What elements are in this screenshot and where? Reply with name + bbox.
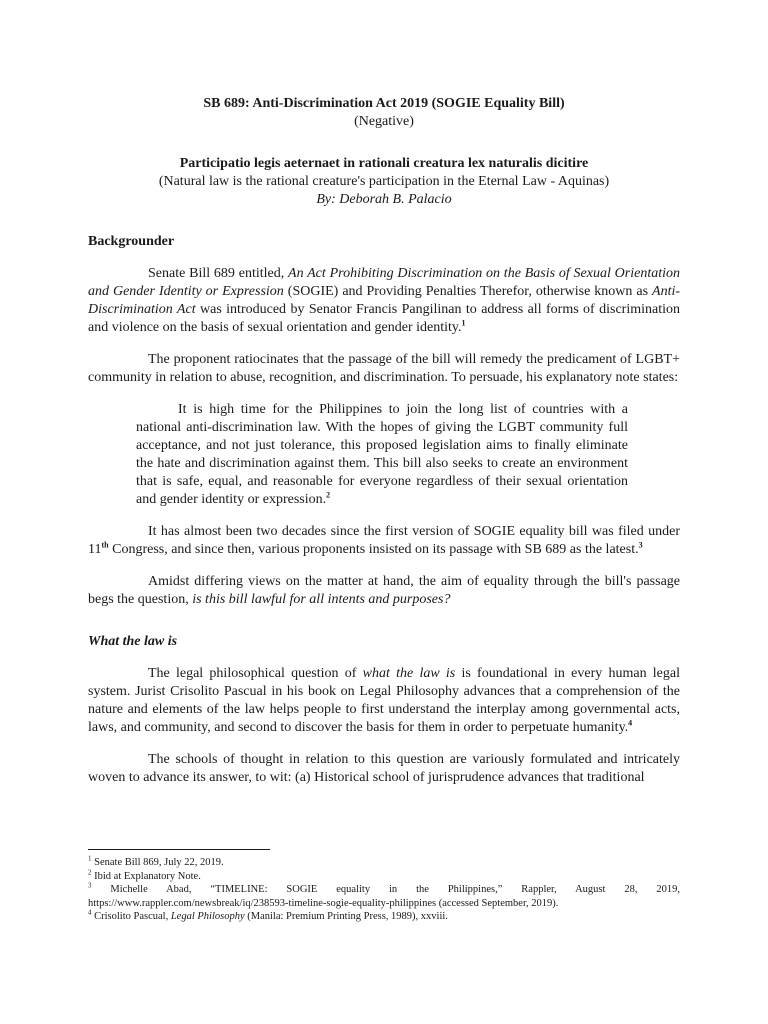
backgrounder-paragraph-2: The proponent ratiocinates that the passage of the bill will remedy the predicament of LGBT+ community in relation to abuse, recognition, and discrimination. To persuade, his explanatory note states:	[88, 352, 680, 385]
explanatory-note-quote	[136, 401, 628, 509]
footnote-divider	[88, 849, 270, 850]
text-run: Congress, and since then, various proponents insisted on its passage with SB 689 as the latest.	[108, 542, 639, 557]
footnote-ref-4: 4	[628, 718, 633, 728]
footnote-number: 2	[88, 868, 92, 876]
latin-maxim: Participatio legis aeternaet in rationali creatura lex naturalis dicitire	[179, 156, 589, 171]
document-subtitle: (Negative)	[354, 114, 414, 129]
footnote-ref-2: 2	[326, 490, 331, 500]
backgrounder-paragraph-3	[88, 523, 680, 559]
text-run: was introduced by Senator Francis Pangilinan to address all forms of discrimination and violence on the basis of sexual orientation and gender identity.	[88, 302, 680, 335]
footnote-ref-3: 3	[638, 540, 643, 550]
text-run: (SOGIE) and Providing Penalties Therefor, otherwise known as	[283, 284, 653, 299]
footnote-number: 4	[88, 908, 92, 917]
text-run: It has almost been two decades since the first version of SOGIE equality bill was filed under 11	[88, 524, 680, 557]
ordinal-suffix: th	[101, 540, 109, 550]
text-run: The legal philosophical question of	[148, 666, 363, 681]
question-italic: is this bill lawful for all intents and purposes?	[192, 592, 451, 607]
phrase-italic: what the law is	[362, 666, 456, 681]
footnote-2	[88, 870, 680, 884]
document-title: SB 689: Anti-Discrimination Act 2019 (SOGIE Equality Bill)	[203, 96, 565, 111]
book-title-italic: Legal Philosophy	[170, 911, 245, 922]
what-law-is-paragraph-1	[88, 665, 680, 737]
footnote-1	[88, 856, 680, 870]
text-run: is foundational in every human legal system. Jurist Crisolito Pascual in his book on Legal Philosophy advances that a comprehension of the nature and elements of the law helps people to first understand the interplay among governmental acts, laws, and community, and second to discover the basis for them in order to perpetuate humanity.	[88, 666, 681, 735]
backgrounder-paragraph-4	[88, 573, 680, 609]
footnote-4	[88, 910, 680, 924]
footnote-3	[88, 883, 680, 910]
what-law-is-heading: What the law is	[88, 634, 178, 649]
footnote-number: 3	[88, 881, 92, 890]
backgrounder-paragraph-1	[88, 265, 680, 337]
footnote-text: Michelle Abad, “TIMELINE: SOGIE equality in the Philippines,” Rappler, August 28, 2019, https://www.rappler.com/newsbreak/iq/238593-timeline-sogie-equality-philippines (accessed September, 2019).	[88, 884, 680, 909]
footnote-number: 1	[88, 854, 92, 863]
bill-title-italic: An Act Prohibiting Discrimination on the Basis of Sexual Orientation and Gender Identity or Expression	[88, 266, 680, 299]
quote-text: It is high time for the Philippines to join the long list of countries with a national anti-discrimination law. With the hopes of giving the LGBT community full acceptance, and not just tolerance, this proposed legislation aims to finally eliminate the hate and discrimination against them. This bill also seeks to create an environment that is safe, equal, and reasonable for everyone regardless of their sexual orientation and gender identity or expression.	[136, 402, 628, 507]
text-run: Amidst differing views on the matter at hand, the aim of equality through the bill's passage begs the question,	[88, 574, 680, 607]
author-byline: By: Deborah B. Palacio	[316, 192, 452, 207]
footnote-text: Ibid at Explanatory Note.	[94, 870, 201, 882]
footnotes	[88, 856, 680, 924]
act-name-italic: Anti-Discrimination Act	[88, 284, 681, 317]
backgrounder-heading: Backgrounder	[88, 234, 175, 249]
footnote-text: Senate Bill 869, July 22, 2019.	[94, 857, 224, 868]
what-law-is-paragraph-2: The schools of thought in relation to this question are variously formulated and intricately woven to advance its answer, to wit: (a) Historical school of jurisprudence advances that traditional	[88, 752, 680, 785]
footnote-text: Crisolito Pascual,	[94, 911, 171, 922]
text-run: Senate Bill 689 entitled,	[148, 266, 289, 281]
maxim-translation: (Natural law is the rational creature's participation in the Eternal Law - Aquinas)	[158, 174, 610, 189]
footnote-text: (Manila: Premium Printing Press, 1989), xxviii.	[244, 911, 448, 922]
footnote-ref-1: 1	[461, 318, 466, 328]
